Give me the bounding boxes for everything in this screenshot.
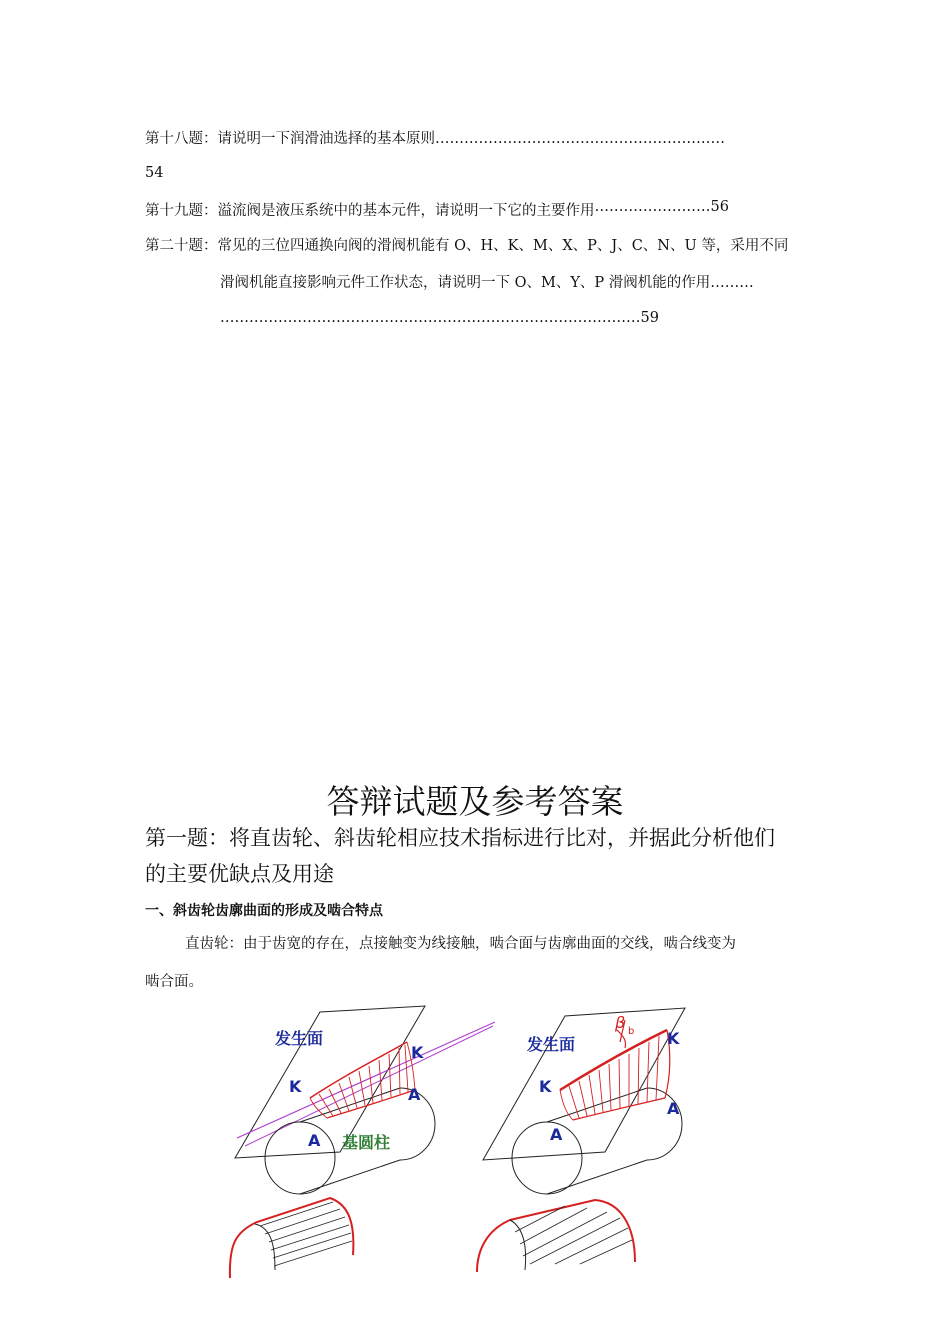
- left-a-right-label: A: [408, 1085, 421, 1104]
- right-beta-label: β: [615, 1013, 626, 1032]
- toc-leader-dots: ……………………………………………………………………………: [220, 310, 641, 326]
- toc-item-19-page: 56: [710, 199, 729, 215]
- toc-item-19-text: 第十九题：溢流阀是液压系统中的基本元件，请说明一下它的主要作用: [145, 203, 595, 219]
- right-beta-sub-label: b: [628, 1026, 635, 1037]
- left-base-cylinder-end: [265, 1122, 335, 1194]
- right-a-bottom-label: A: [550, 1125, 563, 1144]
- toc-item-18-text: 第十八题：请说明一下润滑油选择的基本原则: [145, 131, 435, 147]
- right-a-right-label: A: [667, 1099, 680, 1118]
- right-k-top-label: K: [667, 1029, 680, 1048]
- right-diagram: [477, 1008, 685, 1272]
- left-generating-plane: [235, 1006, 425, 1158]
- toc-leader-dots: ……………………: [594, 199, 711, 215]
- right-generating-plane: [483, 1008, 685, 1160]
- left-k-top-label: K: [411, 1043, 424, 1062]
- paragraph-line2: 啮合面。: [145, 974, 203, 990]
- left-plane-label: 发生面: [275, 1029, 324, 1048]
- toc-item-19[interactable]: [145, 199, 807, 220]
- left-cylinder-label: 基圆柱: [342, 1133, 391, 1152]
- question-heading-line2: 的主要优缺点及用途: [145, 862, 334, 886]
- toc-item-20-page: 59: [640, 310, 659, 326]
- left-k-left-label: K: [289, 1077, 302, 1096]
- toc-item-20-line3[interactable]: [220, 310, 807, 326]
- question-heading-line1: 第一题：将直齿轮、斜齿轮相应技术指标进行比对，并据此分析他们: [145, 826, 775, 850]
- right-base-cylinder-end: [512, 1122, 582, 1194]
- paragraph-line1: 直齿轮：由于齿宽的存在，点接触变为线接触，啮合面与齿廓曲面的交线，啮合线变为: [185, 936, 736, 952]
- toc-item-20-line2[interactable]: 滑阀机能直接影响元件工作状态，请说明一下 O、M、Y、P 滑阀机能的作用………: [220, 275, 754, 291]
- toc-item-20-line1[interactable]: 第二十题：常见的三位四通换向阀的滑阀机能有 O、H、K、M、X、P、J、C、N、U 等，采用不同: [145, 238, 789, 254]
- left-a-bottom-label: A: [308, 1131, 321, 1150]
- toc-item-18-page: 54: [145, 165, 164, 181]
- section-heading: 一、斜齿轮齿廓曲面的形成及啮合特点: [145, 903, 383, 919]
- gear-surface-figure: [215, 1000, 735, 1290]
- toc-leader-dots: ……………………………………………………: [435, 131, 725, 147]
- toc-item-18[interactable]: [145, 127, 807, 148]
- page-title: 答辩试题及参考答案: [326, 782, 624, 821]
- right-k-left-label: K: [539, 1077, 552, 1096]
- right-plane-label: 发生面: [527, 1035, 576, 1054]
- right-tooth-surface: [560, 1030, 670, 1120]
